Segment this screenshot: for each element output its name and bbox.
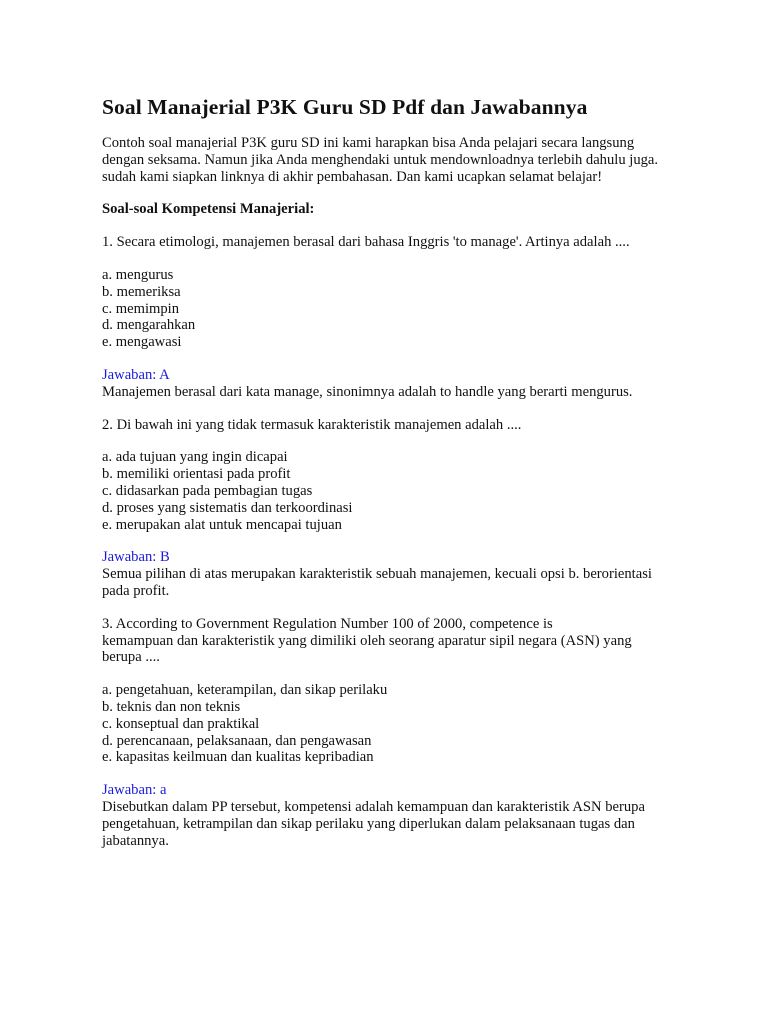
option-item: c. memimpin [102, 300, 180, 317]
answer-block [102, 782, 702, 849]
explanation-line: pada profit. [102, 582, 170, 599]
option-item: d. proses yang sistematis dan terkoordinasi [102, 499, 353, 516]
explanation-line: Manajemen berasal dari kata manage, sinonimnya adalah to handle yang berarti mengurus. [102, 383, 633, 400]
question-line: berupa .... [102, 649, 160, 666]
answer-label: Jawaban: A [102, 366, 170, 383]
question-block-1 [102, 234, 702, 400]
options-list [102, 682, 702, 766]
option-item: a. mengurus [102, 266, 174, 283]
option-item: b. memeriksa [102, 283, 181, 300]
explanation-line: Disebutkan dalam PP tersebut, kompetensi adalah kemampuan dan karakteristik ASN berupa [102, 798, 645, 815]
option-item: b. memiliki orientasi pada profit [102, 466, 291, 483]
explanation-line: pengetahuan, ketrampilan dan sikap perilaku yang diperlukan dalam pelaksanaan tugas dan [102, 815, 635, 832]
option-item: d. perencanaan, pelaksanaan, dan pengawasan [102, 732, 372, 749]
options-list [102, 267, 702, 351]
option-item: e. mengawasi [102, 334, 182, 351]
question-block-3 [102, 616, 702, 850]
explanation-line: jabatannya. [102, 832, 169, 849]
intro-line: dengan seksama. Namun jika Anda menghendaki untuk mendownloadnya terlebih dahulu juga. [102, 151, 659, 168]
options-list [102, 449, 702, 533]
option-item: c. didasarkan pada pembagian tugas [102, 482, 313, 499]
option-item: e. merupakan alat untuk mencapai tujuan [102, 516, 342, 533]
document-page [102, 94, 702, 865]
question-block-2 [102, 417, 702, 600]
option-item: d. mengarahkan [102, 317, 196, 334]
option-item: a. ada tujuan yang ingin dicapai [102, 449, 288, 466]
question-text [102, 234, 702, 251]
answer-block [102, 549, 702, 599]
option-item: c. konseptual dan praktikal [102, 715, 260, 732]
question-line: 2. Di bawah ini yang tidak termasuk karakteristik manajemen adalah .... [102, 416, 522, 433]
intro-line: sudah kami siapkan linknya di akhir pembahasan. Dan kami ucapkan selamat belajar! [102, 168, 603, 185]
answer-label: Jawaban: B [102, 549, 170, 566]
section-title: Soal-soal Kompetensi Manajerial: [102, 201, 315, 218]
question-line: kemampuan dan karakteristik yang dimiliki oleh seorang aparatur sipil negara (ASN) yang [102, 632, 632, 649]
explanation-line: Semua pilihan di atas merupakan karakteristik sebuah manajemen, kecuali opsi b. berorientasi [102, 566, 652, 583]
intro-line: Contoh soal manajerial P3K guru SD ini kami harapkan bisa Anda pelajari secara langsung [102, 135, 635, 151]
option-item: a. pengetahuan, keterampilan, dan sikap perilaku [102, 682, 388, 699]
intro-paragraph [102, 135, 702, 185]
question-text [102, 616, 702, 666]
answer-label: Jawaban: a [102, 782, 167, 799]
question-line: 1. Secara etimologi, manajemen berasal dari bahasa Inggris 'to manage'. Artinya adalah .... [102, 234, 630, 251]
option-item: b. teknis dan non teknis [102, 698, 241, 715]
question-text [102, 417, 702, 434]
page-title: Soal Manajerial P3K Guru SD Pdf dan Jawabannya [102, 95, 588, 119]
answer-block [102, 367, 702, 401]
option-item: e. kapasitas keilmuan dan kualitas kepribadian [102, 749, 374, 766]
question-line: 3. According to Government Regulation Number 100 of 2000, competence is [102, 615, 553, 632]
